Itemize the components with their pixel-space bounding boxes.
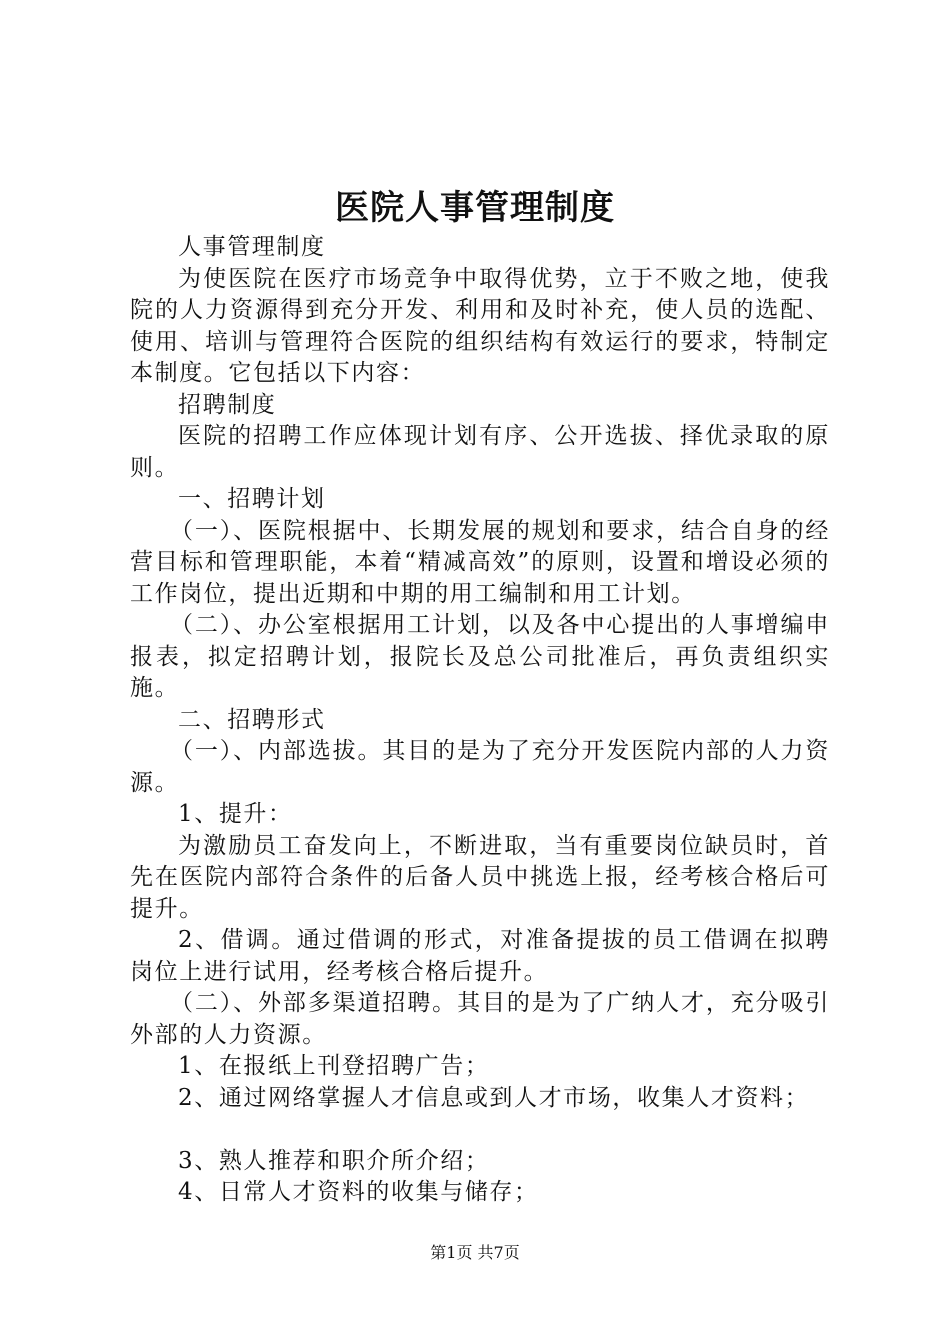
paragraph-promotion-detail: 为激励员工奋发向上，不断进取，当有重要岗位缺员时，首先在医院内部符合条件的后备人员中挑选上报，经考核合格后可提升。 <box>130 832 830 922</box>
paragraph-plan-item-2: （二）、办公室根据用工计划，以及各中心提出的人事增编申报表，拟定招聘计划，报院长及总公司批准后，再负责组织实施。 <box>130 612 830 701</box>
paragraph-intro: 为使医院在医疗市场竞争中取得优势，立于不败之地，使我院的人力资源得到充分开发、利用和及时补充，使人员的选配、使用、培训与管理符合医院的组织结构有效运行的要求，特制定本制度。它包括以下内容： <box>130 265 830 386</box>
paragraph-recruitment-principle: 医院的招聘工作应体现计划有序、公开选拔、择优录取的原则。 <box>130 423 830 481</box>
paragraph-channel-2: 2、通过网络掌握人才信息或到人才市场，收集人才资料； <box>178 1084 810 1111</box>
paragraph-secondment: 2、借调。通过借调的形式，对准备提拔的员工借调在拟聘岗位上进行试用，经考核合格后提升。 <box>130 927 830 985</box>
paragraph-plan-item-1: （一）、医院根据中、长期发展的规划和要求，结合自身的经营目标和管理职能，本着“精减高效”的原则，设置和增设必须的工作岗位，提出近期和中期的用工编制和用工计划。 <box>130 517 830 607</box>
paragraph-internal-selection: （一）、内部选拔。其目的是为了充分开发医院内部的人力资源。 <box>130 738 830 796</box>
paragraph-section-heading: 人事管理制度 <box>178 234 326 260</box>
paragraph-channel-1: 1、在报纸上刊登招聘广告； <box>178 1053 490 1079</box>
paragraph-recruitment-heading: 招聘制度 <box>178 391 277 418</box>
paragraph-promotion-heading: 1、提升： <box>178 801 293 827</box>
paragraph-form-heading: 二、招聘形式 <box>178 706 326 733</box>
document-body <box>130 232 830 1209</box>
paragraph-channel-4: 4、日常人才资料的收集与储存； <box>178 1179 539 1205</box>
blank-line <box>130 1114 830 1146</box>
paragraph-external-recruitment: （二）、外部多渠道招聘。其目的是为了广纳人才，充分吸引外部的人力资源。 <box>130 990 830 1048</box>
page-footer: 第1页 共7页 <box>430 1243 520 1262</box>
paragraph-plan-heading: 一、招聘计划 <box>178 486 326 512</box>
paragraph-channel-3: 3、熟人推荐和职介所介绍； <box>178 1147 490 1174</box>
document-title: 医院人事管理制度 <box>335 188 615 228</box>
